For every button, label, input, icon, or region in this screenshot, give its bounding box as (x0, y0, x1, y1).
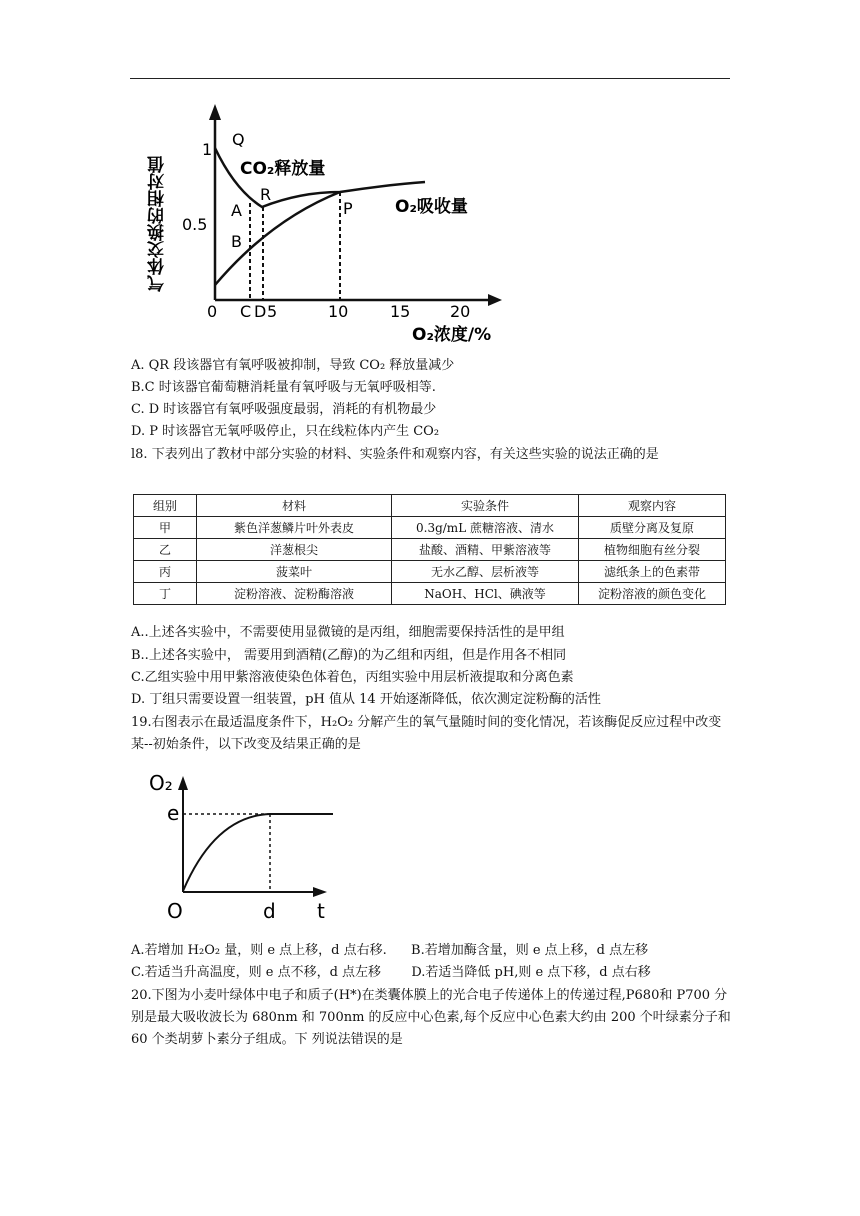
q18-option-a: A..上述各实验中，不需要使用显微镜的是丙组，细胞需要保持活性的是甲组 (131, 625, 565, 640)
cell: 淀粉溶液的颜色变化 (579, 583, 726, 605)
x-tick-10: 10 (328, 302, 349, 321)
q19-option-b: B.若增加酶含量，则 e 点上移，d 点左移 (411, 943, 649, 958)
table-row (134, 517, 726, 539)
q17-option-c: C. D 时该器官有氧呼吸强度最弱，消耗的有机物最少 (131, 402, 437, 417)
q18-option-d: D. 丁组只需要设置一组装置，pH 值从 14 开始逐渐降低，依次测定淀粉酶的活性 (131, 692, 601, 707)
q18-stem: l8. 下表列出了教材中部分实验的材料、实验条件和观察内容，有关这些实验的说法正确的是 (131, 447, 659, 462)
graph1-xlabel: O₂浓度/% (412, 325, 492, 345)
q19-options-row1 (131, 940, 648, 961)
header-observation: 观察内容 (579, 495, 726, 517)
q19-option-c: C.若适当升高温度，则 e 点不移，d 点左移 (131, 965, 382, 980)
graph2-x-mark: d (263, 899, 276, 923)
oxygen-time-graph (145, 764, 345, 924)
point-b: B (231, 232, 242, 251)
y-tick-1: 1 (202, 140, 213, 159)
cell: 洋葱根尖 (197, 539, 392, 561)
x-tick-d: D (254, 302, 267, 321)
point-p: P (343, 199, 353, 218)
cell: 丙 (134, 561, 197, 583)
curve-o2-label: O₂吸收量 (395, 197, 468, 217)
cell: 无水乙醇、层析液等 (392, 561, 579, 583)
q19-stem: 19.右图表示在最适温度条件下，H₂O₂ 分解产生的氧气量随时间的变化情况，若该酶促反应过程中改变某--初始条件，以下改变及结果正确的是 (131, 715, 722, 752)
q20-stem: 20.下图为小麦叶绿体中电子和质子(H*)在类囊体膜上的光合电子传递体上的传递过程,P680和 P700 分别是最大吸收波长为 680nm 和 700nm 的反应中心色素,每个反应中心色素大约由 200 个叶绿素分子和 60 个类胡萝卜素分子组成。下 列说法错误的是 (131, 988, 731, 1047)
cell: 紫色洋葱鳞片叶外表皮 (197, 517, 392, 539)
point-r: R (260, 185, 272, 204)
header-rule (130, 78, 730, 79)
graph1-ylabel: 气体交换的相对值 (148, 156, 168, 292)
x-tick-c: C (240, 302, 252, 321)
q17-option-d: D. P 时该器官无氧呼吸停止，只在线粒体内产生 CO₂ (131, 424, 440, 439)
cell: 乙 (134, 539, 197, 561)
q19-option-d: D.若适当降低 pH,则 e 点下移，d 点右移 (411, 965, 651, 980)
table-row (134, 539, 726, 561)
cell: 0.3g/mL 蔗糖溶液、清水 (392, 517, 579, 539)
q17-option-b: B.C 时该器官葡萄糖消耗量有氧呼吸与无氧呼吸相等. (131, 380, 436, 395)
cell: 甲 (134, 517, 197, 539)
q18-option-b: B..上述各实验中， 需要用到酒精(乙醇)的为乙组和丙组，但是作用各不相同 (131, 648, 567, 663)
table-header-row (134, 495, 726, 517)
cell: 植物细胞有丝分裂 (579, 539, 726, 561)
x-tick-20: 20 (450, 302, 471, 321)
cell: 淀粉溶液、淀粉酶溶液 (197, 583, 392, 605)
x-tick-5: 5 (267, 302, 278, 321)
cell: 丁 (134, 583, 197, 605)
cell: 盐酸、酒精、甲紫溶液等 (392, 539, 579, 561)
q18-option-c: C.乙组实验中用甲紫溶液使染色体着色，丙组实验中用层析液提取和分离色素 (131, 670, 574, 685)
header-group: 组别 (134, 495, 197, 517)
cell: 菠菜叶 (197, 561, 392, 583)
q17-option-a: A. QR 段该器官有氧呼吸被抑制，导致 CO₂ 释放量减少 (131, 358, 455, 373)
point-a: A (231, 201, 242, 220)
cell: NaOH、HCl、碘液等 (392, 583, 579, 605)
cell: 质壁分离及复原 (579, 517, 726, 539)
graph2-ylabel: O₂ (149, 771, 173, 795)
curve-co2-label: CO₂释放量 (240, 159, 326, 179)
respiration-graph (140, 100, 520, 350)
q19-options-row2 (131, 962, 651, 983)
x-tick-15: 15 (390, 302, 411, 321)
table-row (134, 583, 726, 605)
graph2-y-mark: e (167, 801, 180, 825)
graph2-xlabel: t (317, 899, 325, 923)
point-q: Q (232, 130, 245, 149)
q19-option-a: A.若增加 H₂O₂ 量，则 e 点上移，d 点右移. (131, 943, 387, 958)
header-material: 材料 (197, 495, 392, 517)
table-row (134, 561, 726, 583)
header-condition: 实验条件 (392, 495, 579, 517)
y-tick-05: 0.5 (182, 215, 208, 234)
experiment-table (133, 494, 726, 605)
cell: 滤纸条上的色素带 (579, 561, 726, 583)
x-tick-0: 0 (207, 302, 218, 321)
graph2-origin: O (167, 899, 183, 923)
